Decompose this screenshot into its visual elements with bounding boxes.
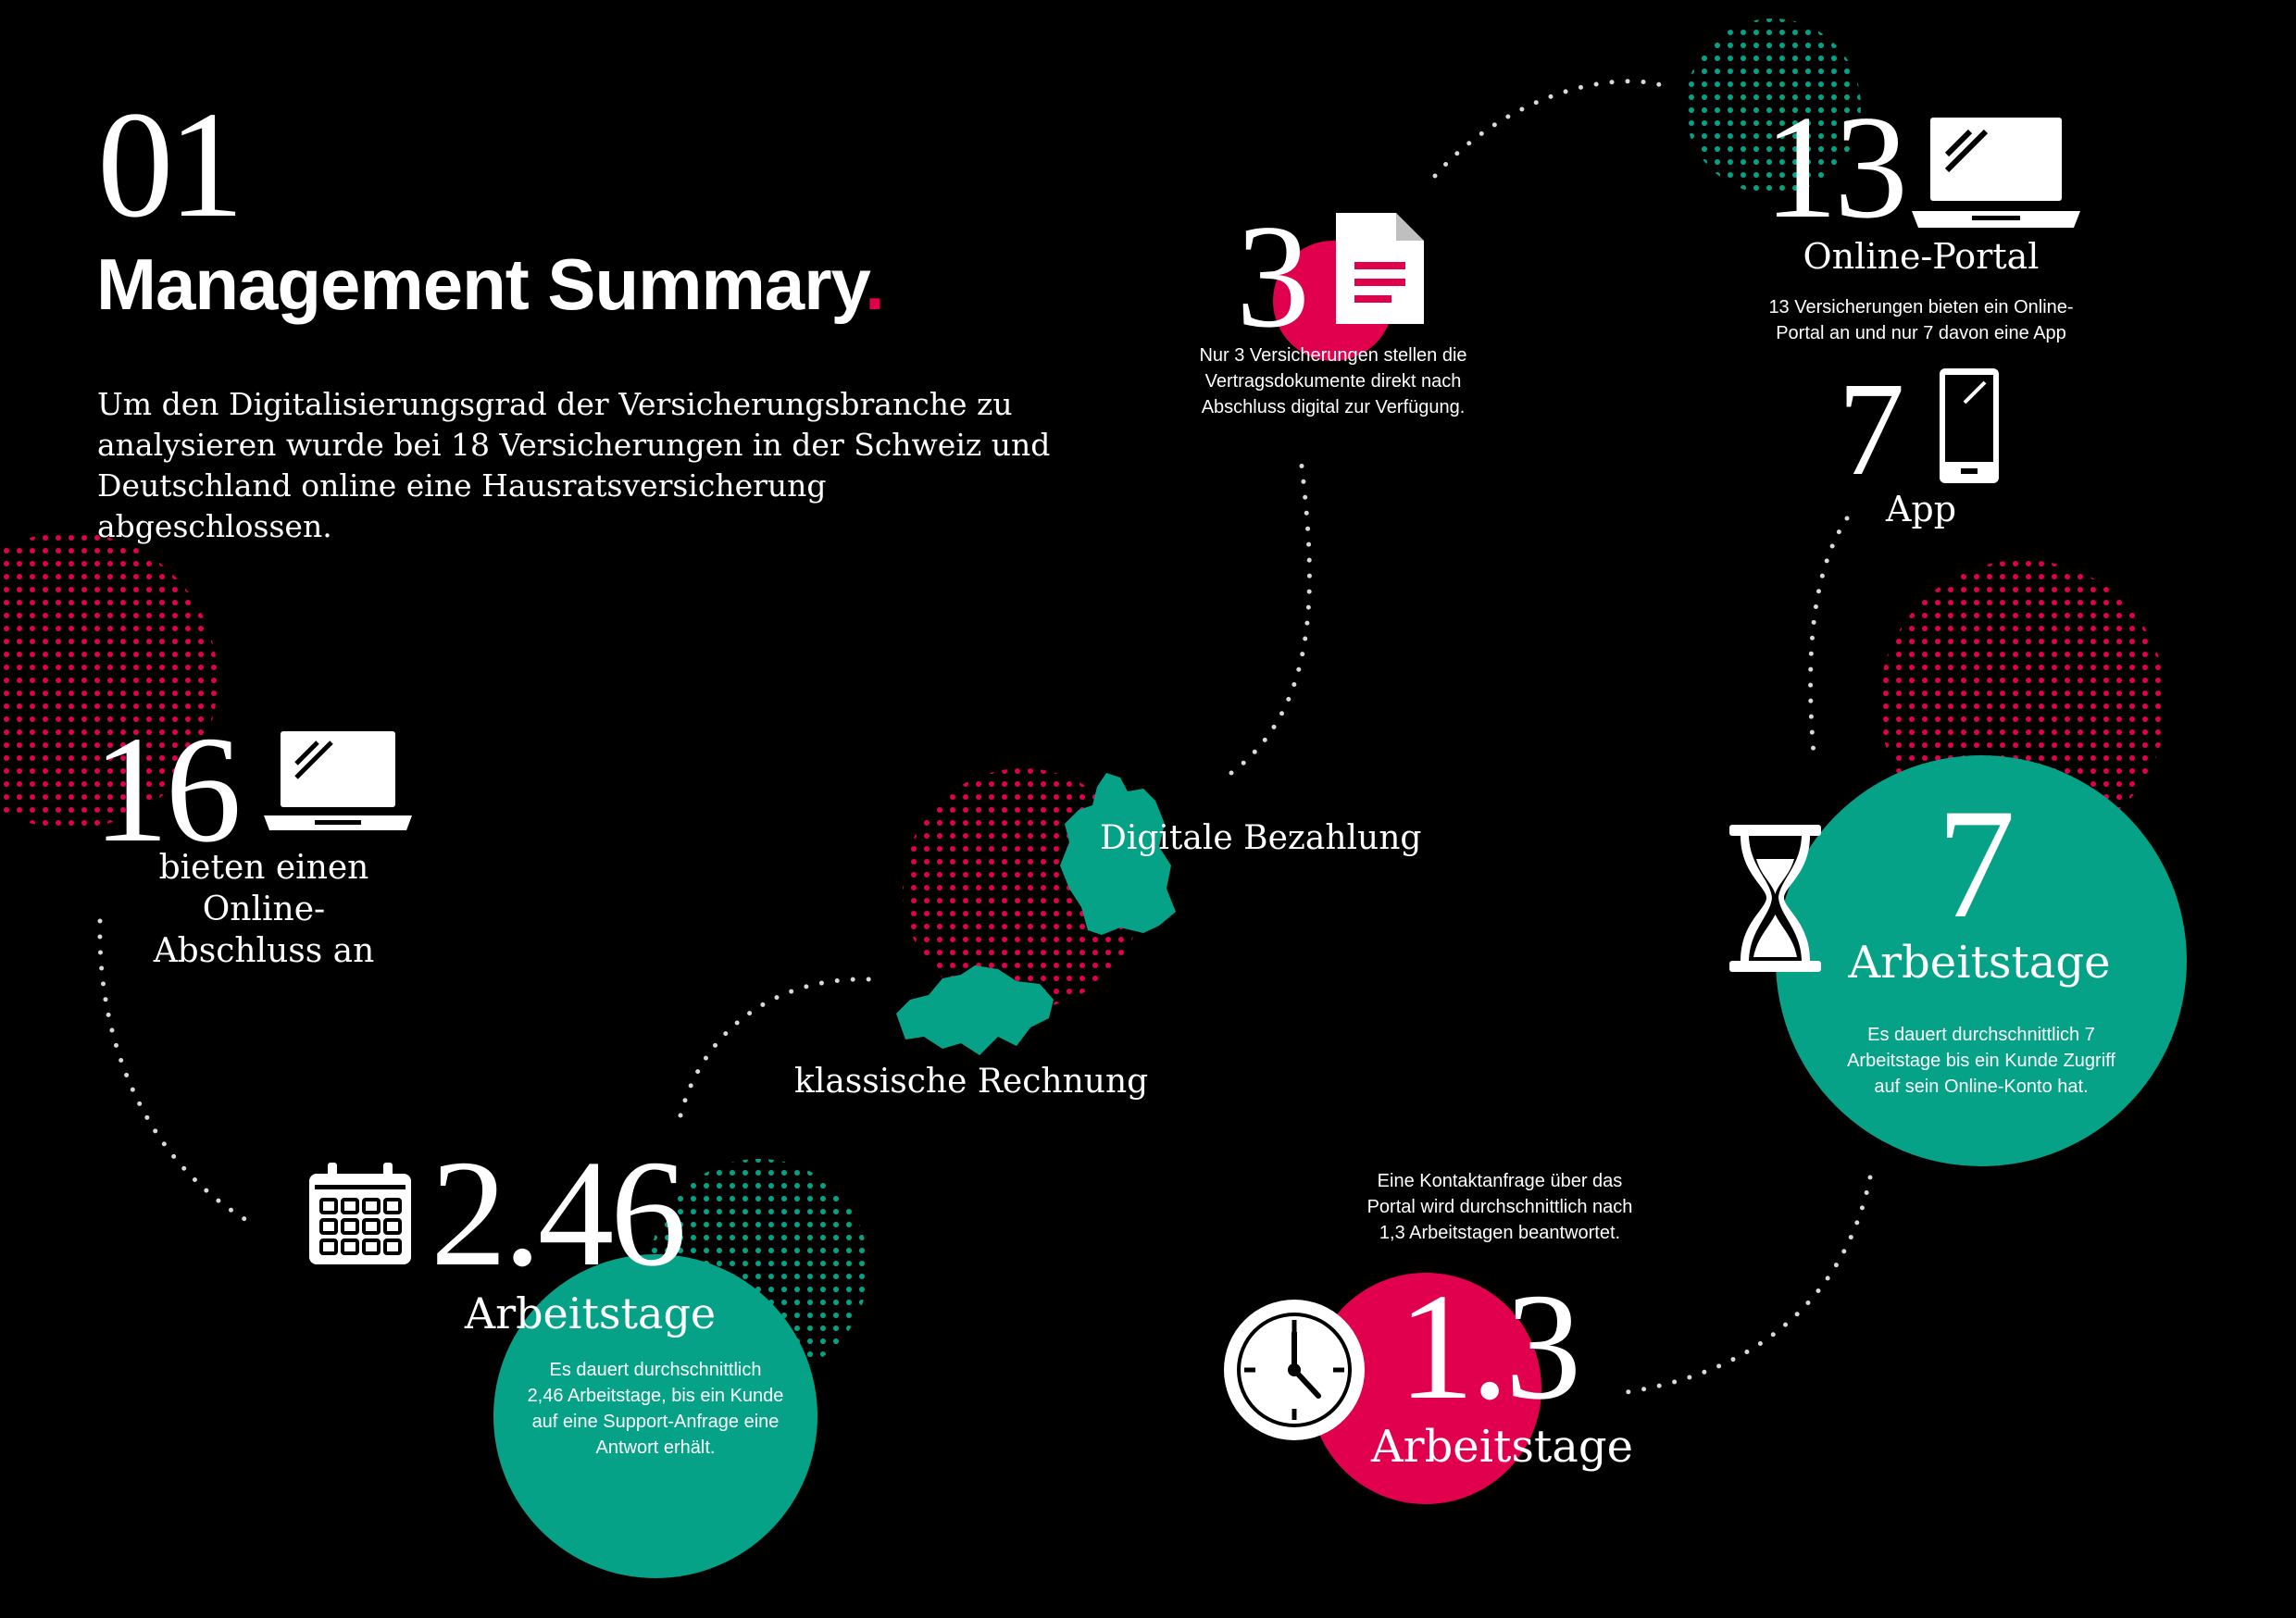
stat-text-line: Arbeitstage bis ein Kunde Zugriff xyxy=(1847,1051,2115,1071)
stat-value-konto: 7 xyxy=(1937,777,2015,951)
stat-value-app: 7 xyxy=(1838,355,1905,504)
stat-text-line: Nur 3 Versicherungen stellen die xyxy=(1199,345,1467,366)
label-klassische-rechnung: klassische Rechnung xyxy=(794,1063,1149,1101)
stat-label-line: Abschluss an xyxy=(153,932,375,970)
stat-text-line: Vertragsdokumente direkt nach xyxy=(1204,371,1462,392)
stat-label-support: Arbeitstage xyxy=(464,1288,717,1338)
stat-label-app: App xyxy=(1885,489,1957,529)
stat-text-line: Abschluss digital zur Verfügung. xyxy=(1201,397,1466,417)
document-icon xyxy=(1331,208,1429,329)
stat-label-kontakt: Arbeitstage xyxy=(1370,1421,1634,1473)
laptop-icon xyxy=(1912,113,2080,233)
stat-value-online-abschluss: 16 xyxy=(93,704,238,874)
stat-text-line: Portal an und nur 7 davon eine App xyxy=(1776,323,2066,343)
calendar-icon xyxy=(306,1159,415,1268)
stat-text-line: 1,3 Arbeitstagen beantwortet. xyxy=(1379,1223,1621,1243)
stat-label-online-abschluss xyxy=(93,847,435,972)
stat-value-portal: 13 xyxy=(1764,84,1904,249)
stat-text-line: Es dauert durchschnittlich 7 xyxy=(1867,1025,2095,1045)
switzerland-map-icon xyxy=(887,958,1063,1060)
stat-text-kontakt xyxy=(1315,1168,1685,1246)
smartphone-icon xyxy=(1937,366,2002,486)
stat-value-kontakt: 1.3 xyxy=(1398,1262,1578,1431)
dotted-path-app-to-konto xyxy=(1811,518,1847,764)
stat-text-line: Eine Kontaktanfrage über das xyxy=(1377,1171,1623,1191)
stat-value-dokumente: 3 xyxy=(1236,193,1310,358)
stat-text-line: Es dauert durchschnittlich xyxy=(549,1360,762,1380)
stat-text-konto xyxy=(1810,1022,2152,1100)
stat-text-line: 2,46 Arbeitstage, bis ein Kunde xyxy=(527,1386,784,1406)
dotted-path-document-to-portal xyxy=(1435,81,1662,176)
stat-label-konto: Arbeitstage xyxy=(1848,937,2111,989)
page-title-dot: . xyxy=(865,243,884,325)
label-digitale-bezahlung: Digitale Bezahlung xyxy=(1100,819,1422,857)
stat-text-portal xyxy=(1736,294,2106,346)
dotted-path-map-to-document xyxy=(1231,458,1309,773)
laptop-icon xyxy=(264,727,412,838)
intro-paragraph: Um den Digitalisierungsgrad der Versicherungsbranche zu analysieren wurde bei 18 Versicherungen in der Schweiz und Deutschland online eine Hausratsversicherung abgeschlossen. xyxy=(97,386,1051,544)
stat-label-line: bieten einen Online- xyxy=(158,849,369,928)
stat-text-support xyxy=(507,1357,804,1461)
stat-text-line: 13 Versicherungen bieten ein Online- xyxy=(1768,297,2074,317)
stat-text-line: auf eine Support-Anfrage eine xyxy=(531,1412,780,1432)
stat-text-line: Antwort erhält. xyxy=(595,1438,716,1458)
page-title-text: Management Summary xyxy=(96,243,866,325)
stat-text-line: auf sein Online-Konto hat. xyxy=(1874,1077,2089,1097)
page-title xyxy=(96,243,884,327)
clock-icon xyxy=(1220,1296,1368,1444)
stat-text-line: Portal wird durchschnittlich nach xyxy=(1366,1197,1633,1217)
hourglass-icon xyxy=(1727,822,1824,975)
stat-text-dokumente xyxy=(1148,342,1518,420)
section-number: 01 xyxy=(97,80,239,249)
stat-label-portal: Online-Portal xyxy=(1803,236,2040,277)
stat-value-support: 2.46 xyxy=(430,1128,683,1298)
